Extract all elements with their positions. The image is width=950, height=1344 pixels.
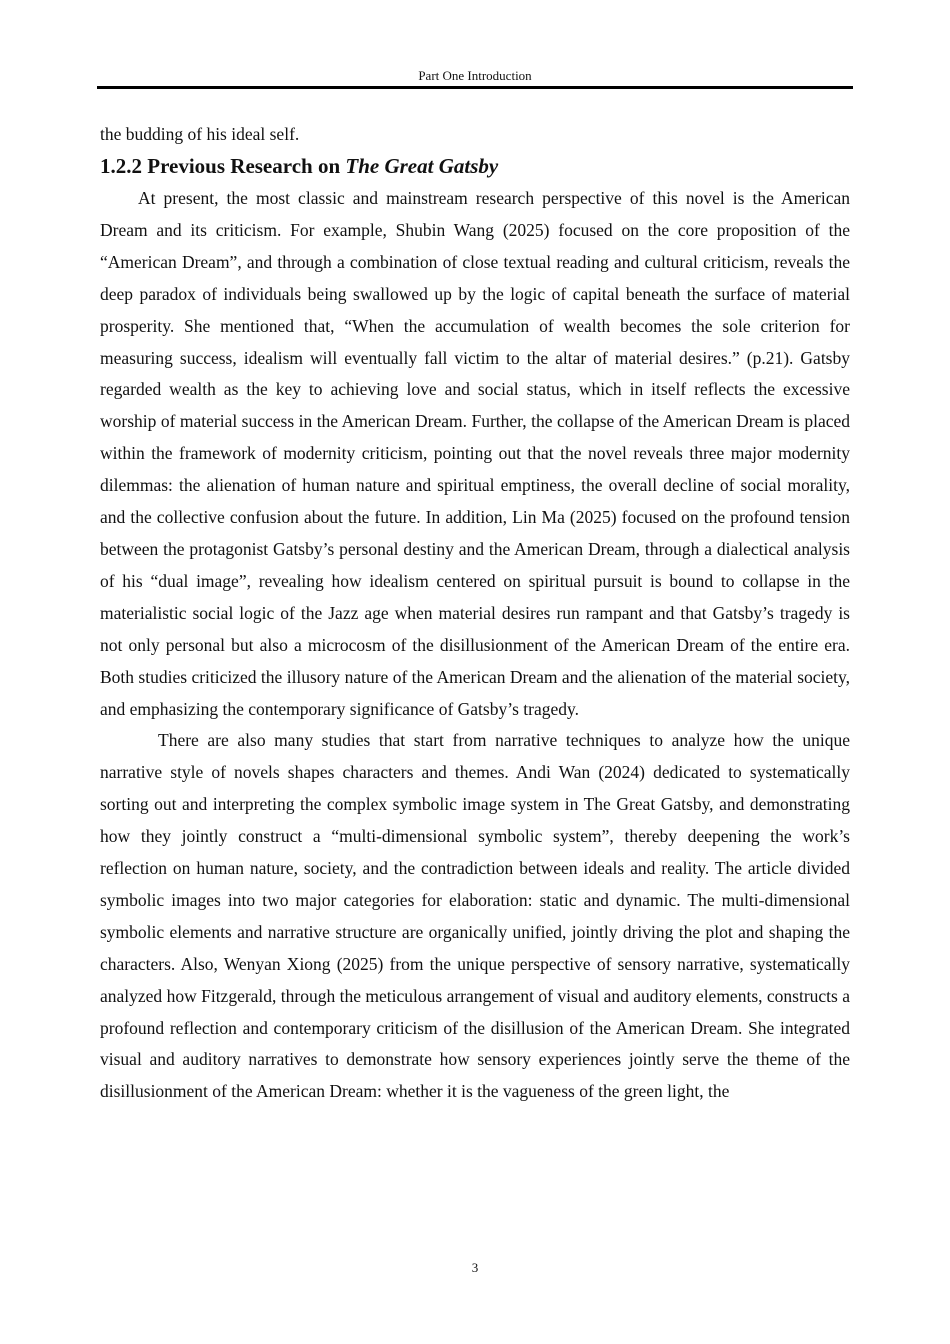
page-body — [100, 118, 850, 1108]
section-heading-book-title: The Great Gatsby — [345, 154, 499, 178]
header-rule — [97, 86, 853, 89]
carryover-line: the budding of his ideal self. — [100, 124, 300, 144]
running-header: Part One Introduction — [418, 68, 532, 83]
page-number: 3 — [471, 1260, 479, 1275]
section-heading — [100, 151, 850, 181]
paragraph-narrative-techniques: There are also many studies that start from narrative techniques to analyze how the unique narrative style of novels shapes characters and themes. Andi Wan (2024) dedicated to systematically sorting out and interpreting the complex symbolic image system in The Great Gatsby, and demonstrating how they jointly construct a “multi-dimensional symbolic system”, thereby deepening the work’s reflection on human nature, society, and the contradiction between ideals and reality. The article divided symbolic images into two major categories for elaboration: static and dynamic. The multi-dimensional symbolic elements and narrative structure are organically unified, jointly driving the plot and shaping the characters. Also, Wenyan Xiong (2025) from the unique perspective of sensory narrative, systematically analyzed how Fitzgerald, through the meticulous arrangement of visual and auditory elements, constructs a profound reflection and contemporary criticism of the disillusion of the American Dream. She integrated visual and auditory narratives to demonstrate how sensory experiences jointly serve the theme of the disillusionment of the American Dream: whether it is the vagueness of the green light, the — [100, 730, 850, 1102]
paragraph-american-dream: At present, the most classic and mainstream research perspective of this novel is the American Dream and its criticism. For example, Shubin Wang (2025) focused on the core proposition of the “American Dream”, and through a combination of close textual reading and cultural criticism, reveals the deep paradox of individuals being swallowed up by the logic of capital beneath the surface of material prosperity. She mentioned that, “When the accumulation of wealth becomes the sole criterion for measuring success, idealism will eventually fall victim to the altar of material desires.” (p.21). Gatsby regarded wealth as the key to achieving love and social status, which in itself reflects the excessive worship of material success in the American Dream. Further, the collapse of the American Dream is placed within the framework of modernity criticism, pointing out that the novel reveals three major modernity dilemmas: the alienation of human nature and spiritual emptiness, the overall decline of social morality, and the collective confusion about the future. In addition, Lin Ma (2025) focused on the profound tension between the protagonist Gatsby’s personal destiny and the American Dream, through a dialectical analysis of his “dual image”, revealing how idealism centered on spiritual pursuit is bound to collapse in the materialistic social logic of the Jazz age when material desires run rampant and that Gatsby’s tragedy is not only personal but also a microcosm of the disillusionment of the American Dream of the entire era. Both studies criticized the illusory nature of the American Dream and the alienation of the material society, and emphasizing the contemporary significance of Gatsby’s tragedy. — [100, 188, 850, 719]
section-heading-text: 1.2.2 Previous Research on — [100, 154, 346, 178]
